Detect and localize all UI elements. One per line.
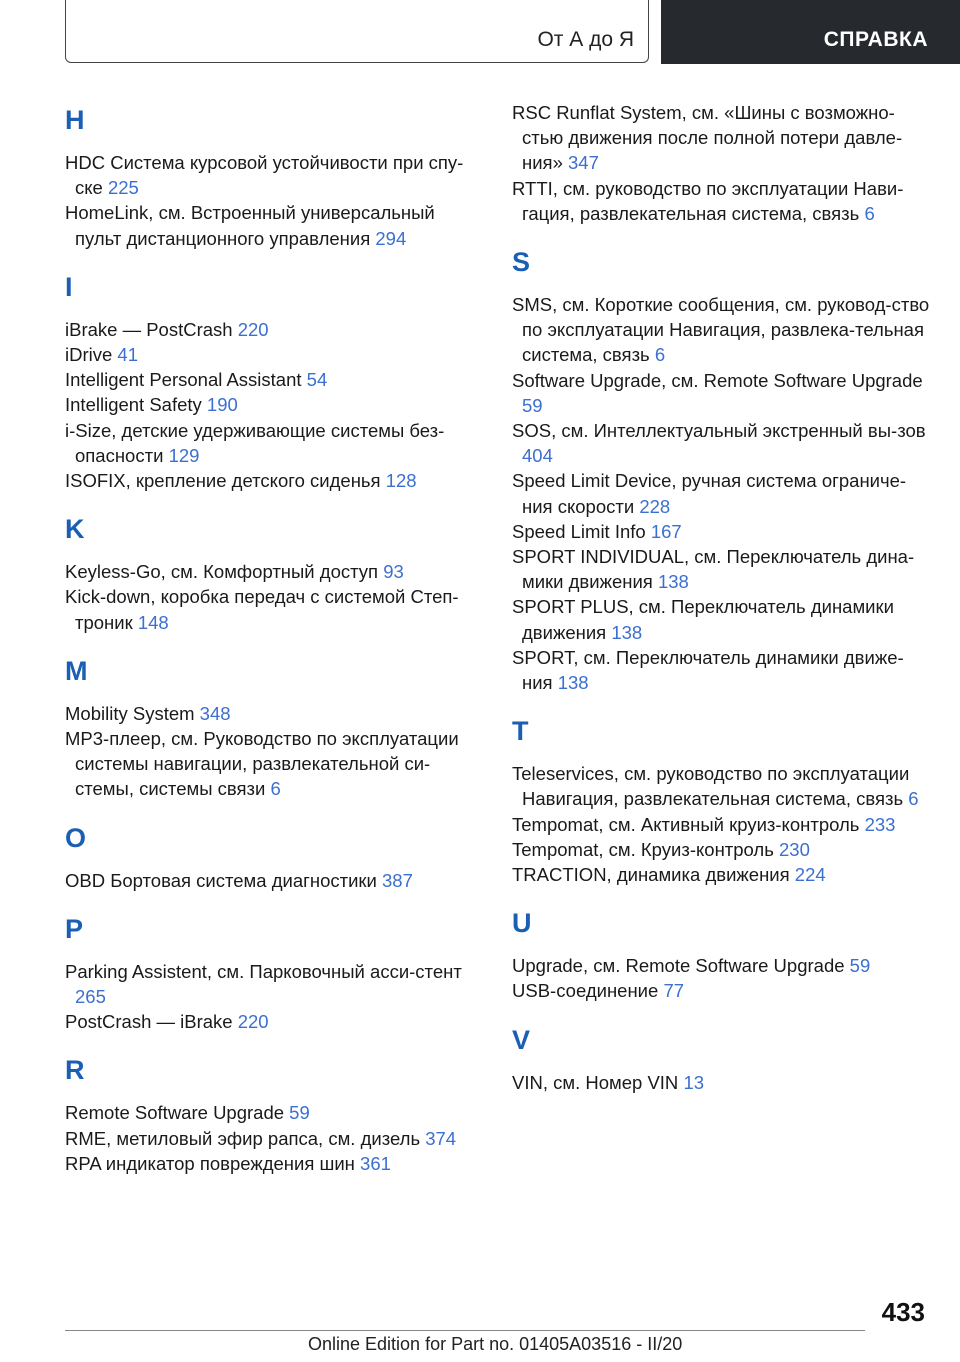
index-entry — [512, 292, 932, 368]
index-letter-heading: S — [512, 247, 531, 278]
index-entry — [65, 317, 485, 342]
index-entry-text: Kick-down, коробка передач с системой Степ-троник — [65, 586, 459, 633]
page-reference-link[interactable]: 77 — [663, 980, 685, 1002]
index-entry-text: ISOFIX, крепление детского сиденья — [65, 470, 381, 492]
page-reference-link[interactable]: 347 — [568, 152, 599, 174]
page-reference-link[interactable]: 13 — [683, 1071, 705, 1093]
index-entry — [65, 1100, 485, 1125]
index-entry-text: Mobility System — [65, 702, 195, 724]
index-entry-text: SPORT, см. Переключатель динамики движе-ния — [512, 646, 904, 694]
page-reference-link[interactable]: 129 — [168, 444, 200, 466]
page-reference-link[interactable]: 225 — [107, 177, 139, 199]
page-reference-link[interactable]: 128 — [385, 470, 417, 492]
index-letter-heading: R — [65, 1055, 85, 1086]
page-reference-link[interactable]: 230 — [779, 838, 810, 860]
index-entry-text: Remote Software Upgrade — [65, 1102, 285, 1124]
index-entry-text: Tempomat, см. Активный круиз-контроль — [512, 813, 860, 835]
page-reference-link[interactable]: 233 — [864, 813, 896, 835]
index-entry — [65, 868, 485, 893]
index-column-right — [512, 100, 932, 1095]
index-entry-text: Speed Limit Device, ручная система ограниче-ния скорости — [512, 470, 907, 517]
index-entry — [65, 342, 485, 367]
index-entry-text: i-Size, детские удерживающие системы без-опасности — [65, 419, 445, 466]
index-entry — [512, 837, 932, 862]
index-entry-text: PostCrash — iBrake — [65, 1011, 233, 1033]
index-entry — [512, 368, 932, 418]
page-reference-link[interactable]: 138 — [611, 621, 643, 643]
index-entry-text: RPA индикатор повреждения шин — [65, 1152, 355, 1174]
index-entry — [512, 953, 932, 978]
index-entry-text: Parking Assistent, см. Парковочный асси-стент — [65, 960, 462, 982]
page-reference-link[interactable]: 6 — [270, 778, 281, 800]
index-entry — [65, 418, 485, 468]
page-reference-link[interactable]: 138 — [557, 672, 589, 694]
page-reference-link[interactable]: 167 — [650, 520, 682, 542]
index-entry-text: RTTI, см. руководство по эксплуатации Нави-гация, развлекательная система, связь — [512, 177, 904, 224]
index-letter-heading: P — [65, 913, 84, 944]
page-reference-link[interactable]: 6 — [864, 202, 875, 224]
page-reference-link[interactable]: 6 — [908, 788, 919, 810]
section-tab — [661, 0, 960, 64]
index-entry-text: OBD Бортовая система диагностики — [65, 869, 377, 891]
index-entry-text: RSC Runflat System, см. «Шины с возможно-стью движения после полной потери давле-ния» — [512, 102, 903, 174]
index-letter-heading: M — [65, 655, 88, 686]
index-entry-text: SPORT INDIVIDUAL, см. Переключатель дина-мики движения — [512, 546, 915, 593]
index-letter-heading: H — [65, 105, 85, 135]
index-entry — [65, 701, 485, 726]
index-letter-heading: O — [65, 822, 87, 853]
index-entry-text: HDC Система курсовой устойчивости при спу-ске — [65, 152, 464, 199]
index-entry-text: Keyless-Go, см. Комфортный доступ — [65, 561, 379, 583]
index-entry — [65, 559, 485, 584]
page-reference-link[interactable]: 228 — [639, 495, 671, 517]
index-entry-text: iDrive — [65, 344, 113, 366]
index-entry — [65, 367, 485, 392]
index-entry — [65, 726, 485, 802]
index-entry — [512, 594, 932, 644]
index-entry-text: Intelligent Safety — [65, 394, 202, 416]
index-entry — [65, 392, 485, 417]
index-entry — [65, 468, 485, 493]
page-number: 433 — [881, 1297, 925, 1327]
index-entry — [512, 812, 932, 837]
index-letter-heading: T — [512, 716, 529, 747]
footer-edition: Online Edition for Part no. 01405A03516 - II/20 — [308, 1334, 683, 1354]
index-entry — [65, 200, 485, 250]
index-entry — [512, 862, 932, 887]
page-reference-link[interactable]: 41 — [117, 344, 138, 366]
index-entry — [512, 978, 932, 1003]
page-reference-link[interactable]: 6 — [654, 344, 666, 366]
index-entry-text: SPORT PLUS, см. Переключатель динамики движения — [512, 596, 894, 643]
index-entry — [65, 584, 485, 634]
index-entry-text: TRACTION, динамика движения — [512, 864, 790, 886]
index-entry — [512, 544, 932, 594]
page-reference-link[interactable]: 93 — [383, 561, 404, 583]
chapter-tab — [65, 0, 649, 63]
index-entry — [65, 1151, 485, 1176]
index-entry — [512, 468, 932, 518]
page-reference-link[interactable]: 220 — [237, 1011, 269, 1033]
chapter-title: От А до Я — [537, 28, 634, 51]
page-reference-link[interactable]: 54 — [306, 369, 328, 391]
index-entry — [65, 959, 485, 1009]
index-letter-heading: K — [65, 514, 85, 545]
index-entry — [512, 519, 932, 544]
index-entry-text: Tempomat, см. Круиз-контроль — [512, 838, 774, 860]
page-reference-link[interactable]: 361 — [360, 1152, 391, 1174]
index-entry-text: Speed Limit Info — [512, 520, 646, 542]
index-entry — [65, 150, 485, 200]
index-letter-heading: I — [65, 271, 73, 302]
index-entry — [512, 176, 932, 226]
page-reference-link[interactable]: 348 — [199, 702, 231, 724]
page-reference-link[interactable]: 294 — [375, 227, 407, 249]
footer-divider — [65, 1330, 865, 1331]
index-entry — [65, 1126, 485, 1151]
index-entry-text: SMS, см. Короткие сообщения, см. руковод-ство по эксплуатации Навигация, развлека-тельная система, связь — [512, 294, 930, 366]
page-reference-link[interactable]: 265 — [75, 986, 106, 1008]
page-reference-link[interactable]: 59 — [522, 394, 543, 416]
page-reference-link[interactable]: 220 — [237, 318, 269, 340]
index-entry — [512, 761, 932, 811]
page-reference-link[interactable]: 374 — [425, 1127, 457, 1149]
index-entry-text: SOS, см. Интеллектуальный экстренный вы-зов — [512, 420, 926, 442]
page-reference-link[interactable]: 59 — [849, 955, 871, 977]
page-reference-link[interactable]: 224 — [794, 864, 826, 886]
index-column-left — [65, 100, 485, 1176]
page-reference-link[interactable]: 190 — [206, 394, 238, 416]
index-entry — [512, 418, 932, 468]
index-entry-text: HomeLink, см. Встроенный универсальный пульт дистанционного управления — [65, 202, 435, 249]
index-entry-text: iBrake — PostCrash — [65, 318, 233, 340]
index-entry-text: RME, метиловый эфир рапса, см. дизель — [65, 1127, 421, 1149]
index-entry — [512, 100, 932, 176]
index-letter-heading: U — [512, 908, 532, 939]
index-entry-text: USB-соединение — [512, 980, 659, 1002]
page-reference-link[interactable]: 138 — [657, 571, 689, 593]
index-entry — [512, 645, 932, 695]
page-reference-link[interactable]: 148 — [137, 611, 169, 633]
index-entry-text: Intelligent Personal Assistant — [65, 369, 302, 391]
page-reference-link[interactable]: 59 — [289, 1102, 310, 1124]
index-entry-text: Software Upgrade, см. Remote Software Upgrade — [512, 369, 923, 391]
index-entry-text: VIN, см. Номер VIN — [512, 1071, 679, 1093]
index-entry-text: Upgrade, см. Remote Software Upgrade — [512, 955, 845, 977]
section-title: СПРАВКА — [823, 28, 928, 51]
page-reference-link[interactable]: 387 — [382, 869, 413, 891]
index-letter-heading: V — [512, 1024, 531, 1055]
index-entry-text: Teleservices, см. руководство по эксплуатации Навигация, развлекательная система, связь — [512, 763, 910, 810]
page-reference-link[interactable]: 404 — [522, 445, 553, 467]
index-entry — [512, 1070, 932, 1095]
index-entry — [65, 1009, 485, 1034]
index-entry-text: MP3-плеер, см. Руководство по эксплуатации системы навигации, развлекательной си-стемы, системы связи — [65, 728, 459, 800]
